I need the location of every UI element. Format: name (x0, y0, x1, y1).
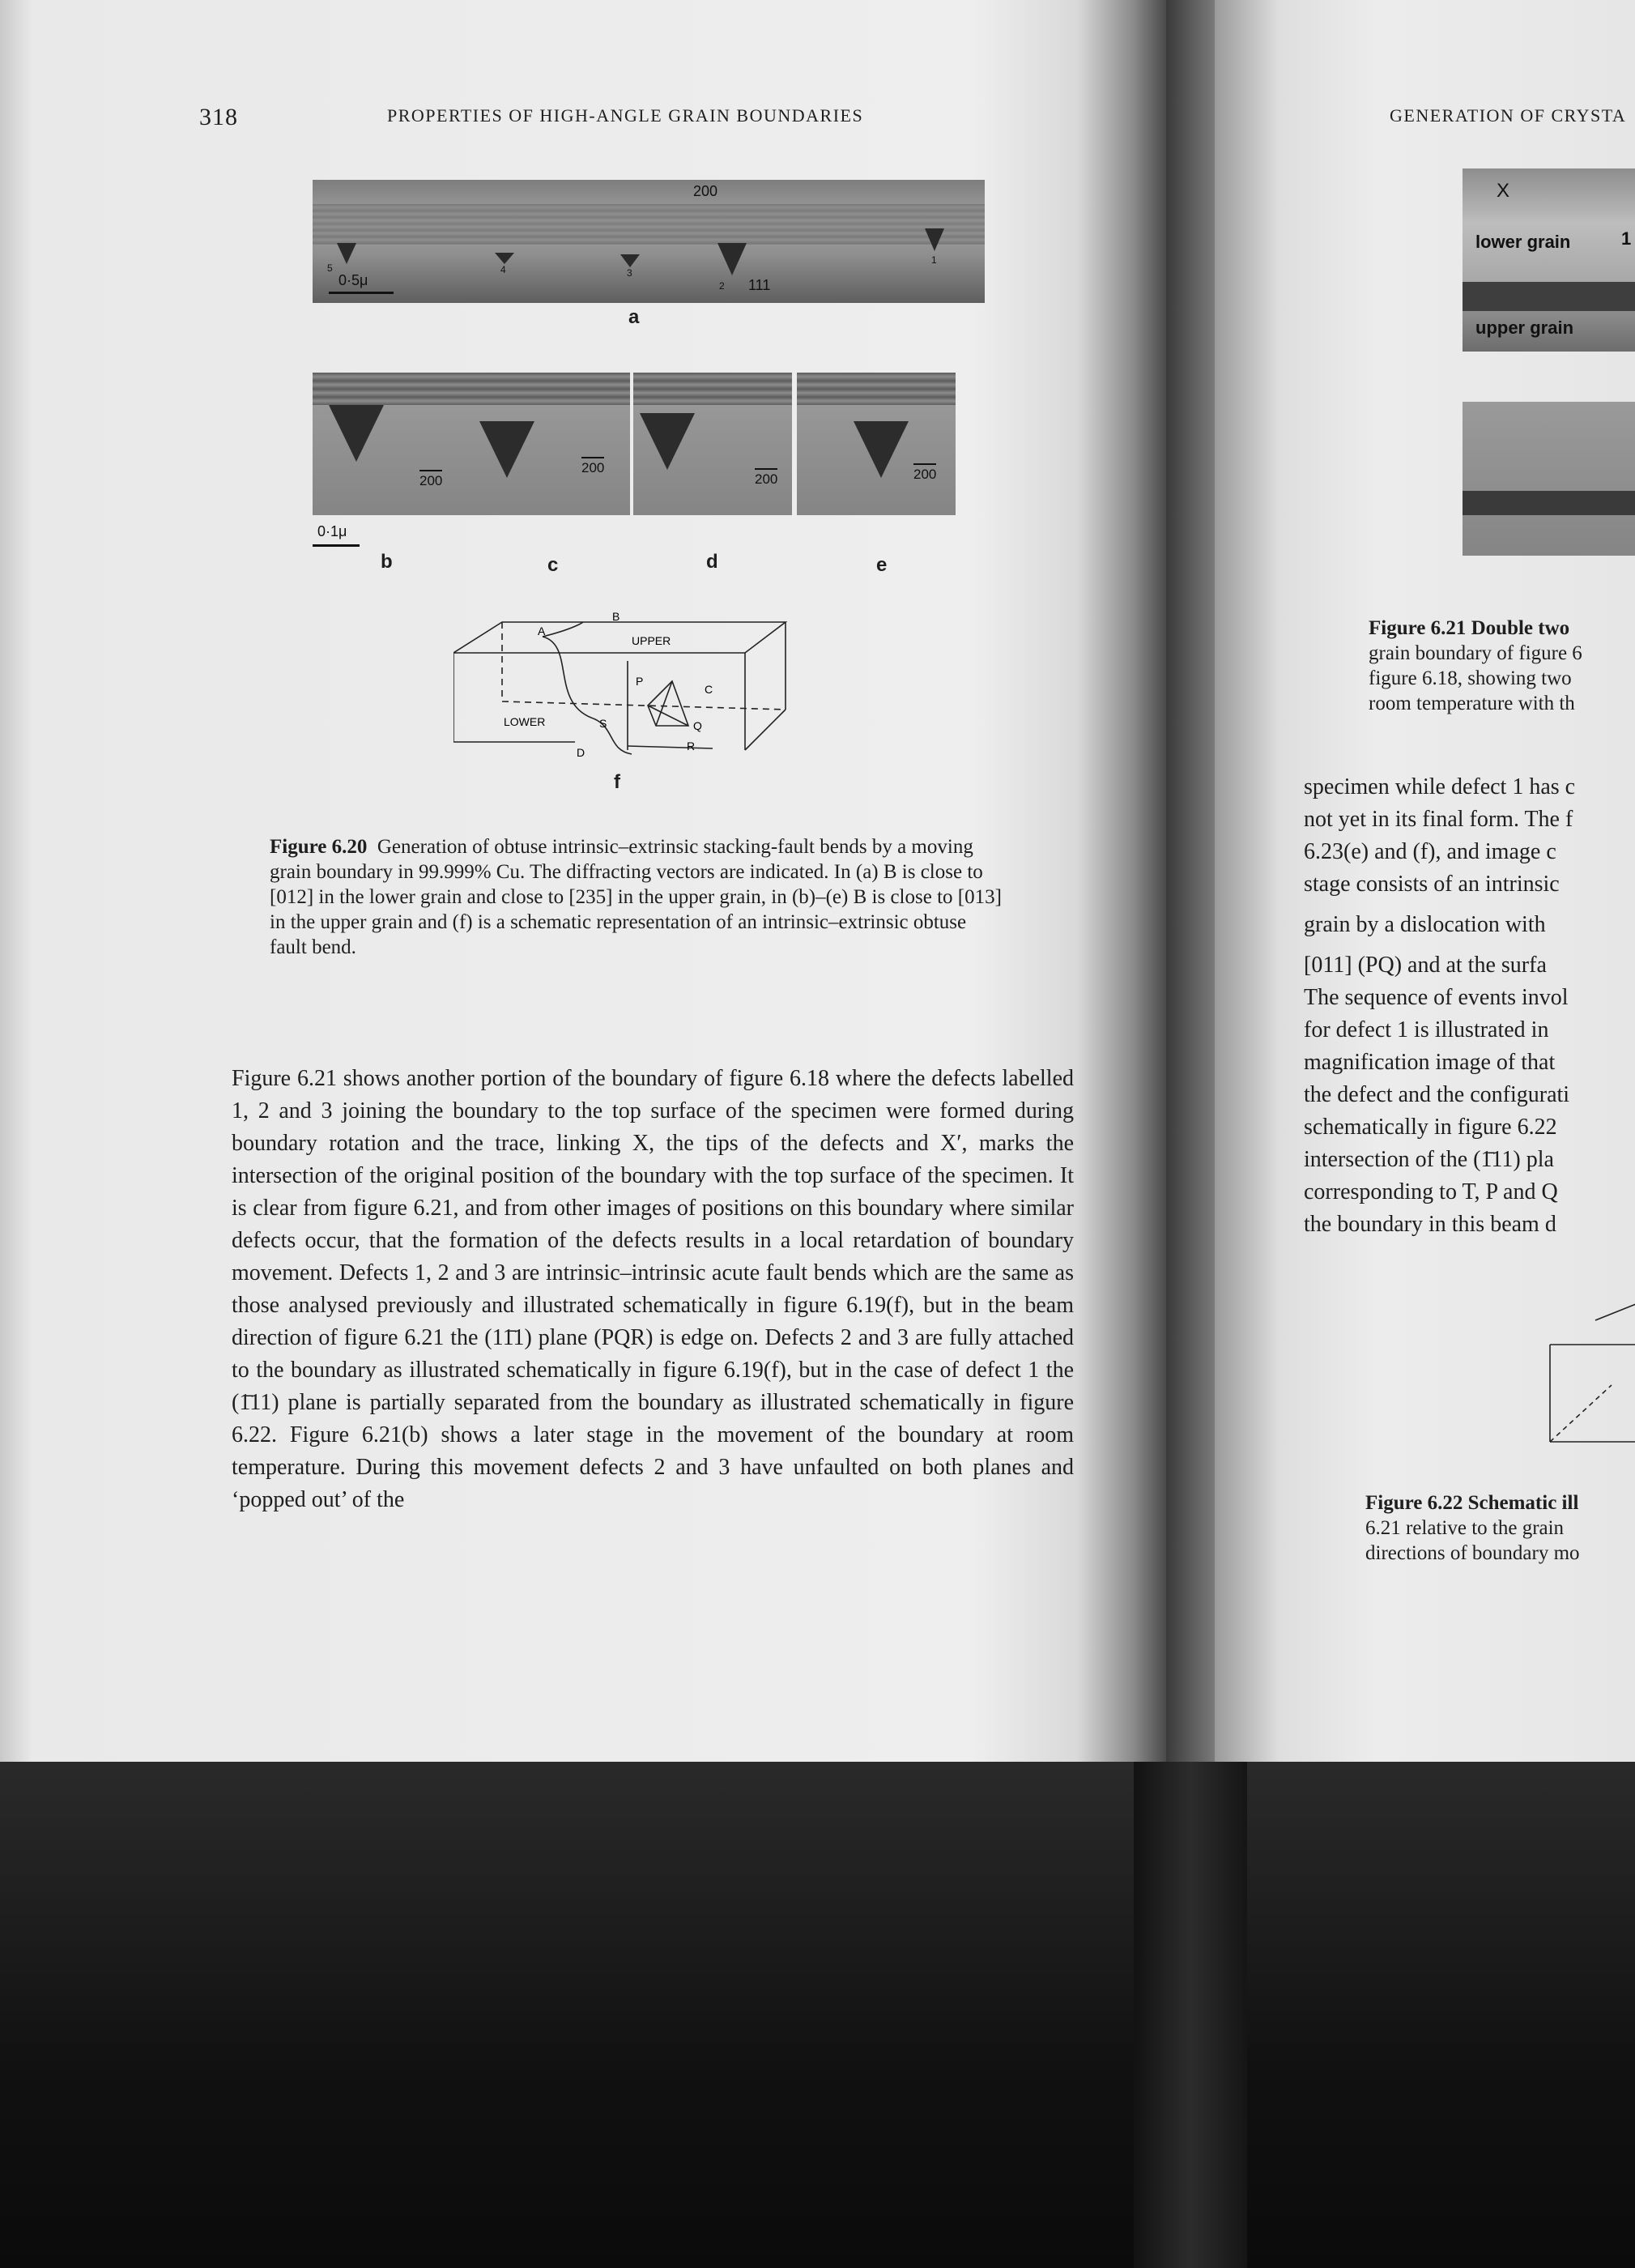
text-line: the defect and the configurati (1304, 1082, 1570, 1107)
point-label: B (612, 612, 620, 623)
vector-label: 200 (693, 183, 718, 199)
scale-bar (313, 544, 360, 547)
text-line: [011] (PQ) and at the surfa (1304, 953, 1547, 978)
vector-label: 200 (913, 467, 937, 482)
micrograph-figure-6-21a (1463, 168, 1635, 352)
fault-bend (479, 421, 534, 478)
text-line: specimen while defect 1 has c (1304, 774, 1576, 799)
figure-6-22-schematic (1547, 1296, 1635, 1458)
text-line: schematically in figure 6.22 (1304, 1115, 1557, 1140)
text-line: grain by a dislocation with (1304, 912, 1546, 937)
caption-text: Generation of obtuse intrinsic–extrinsic stacking-fault bends by a moving grain boundary in 99.999% Cu. The diffracting vectors are indicated. In (a) B is close to [012] in the lower grain and close to [235] in the upper grain, in (b)–(e) B is close to [013] in the upper grain and (f) is a schematic representation of an intrinsic–extrinsic obtuse fault bend. (270, 836, 1002, 958)
upper-label: UPPER (632, 634, 671, 647)
text-line: the boundary in this beam d (1304, 1212, 1556, 1237)
figure-6-21-caption (1369, 616, 1635, 716)
text-line: 6.23(e) and (f), and image c (1304, 839, 1556, 864)
panel-label-d: d (706, 551, 718, 573)
fault-bend (854, 421, 909, 478)
figure-6-22-caption (1365, 1490, 1635, 1566)
lower-label: LOWER (504, 715, 546, 728)
running-head: PROPERTIES OF HIGH-ANGLE GRAIN BOUNDARIES (387, 105, 864, 126)
defect-number: 1 (1621, 228, 1632, 249)
fringe-stripes (471, 373, 630, 405)
upper-grain-label: upper grain (1475, 318, 1574, 338)
defect-marker (495, 253, 514, 264)
body-paragraph: Figure 6.21 shows another portion of the boundary of figure 6.18 where the defects labelled 1, 2 and 3 joining the boundary to the top surface of the specimen were formed during boundary rotation and the trace, linking X, the tips of the defects and X′, marks the intersection of the original position of the boundary with the top surface of the specimen. It is clear from figure 6.21, and from other images of positions on this boundary where similar defects occur, that the formation of the defects results in a local retardation of boundary movement. Defects 1, 2 and 3 are intrinsic–intrinsic acute fault bends which are the same as those analysed previously and illustrated schematically in figure 6.19(f), but in the beam direction of figure 6.21 the (11̄1) plane (PQR) is edge on. Defects 2 and 3 are fully attached to the boundary as illustrated schematically in figure 6.19(f), but in the case of defect 1 the (1̄11) plane is partially separated from the boundary as illustrated schematically in figure 6.22. Figure 6.21(b) shows a later stage in the movement of the boundary at room temperature. During this movement defects 2 and 3 have unfaulted on both planes and ‘popped out’ of the (232, 1066, 1074, 1512)
panel-label-e: e (876, 554, 888, 576)
micrograph-panel-e (797, 373, 956, 515)
text-line: for defect 1 is illustrated in (1304, 1017, 1549, 1042)
caption-label: Figure 6.20 (270, 836, 368, 858)
point-label: P (636, 675, 644, 688)
vector-label: 200 (419, 473, 443, 488)
text-line: magnification image of that (1304, 1050, 1556, 1075)
grain-boundary-band (313, 204, 985, 245)
caption-line: grain boundary of figure 6 (1369, 642, 1582, 664)
micrograph-panel-a (313, 180, 985, 303)
point-label: R (687, 740, 696, 752)
x-label: X (1497, 180, 1510, 202)
fringe-stripes (313, 373, 471, 405)
defect-marker (620, 254, 640, 267)
defect-marker (717, 243, 747, 275)
defect-marker (925, 228, 944, 251)
defect-number: 1 (931, 254, 937, 266)
caption-line: directions of boundary mo (1365, 1542, 1580, 1564)
panel-label-c: c (547, 554, 559, 576)
caption-line: Figure 6.22 Schematic ill (1365, 1492, 1579, 1514)
fringe-stripes (797, 373, 956, 405)
panel-label-b: b (381, 551, 393, 573)
fringe-stripes (633, 373, 792, 405)
point-label: S (599, 717, 607, 730)
vector-label: 200 (755, 471, 778, 487)
boundary-band (1463, 282, 1635, 311)
caption-line: Figure 6.21 Double two (1369, 617, 1570, 639)
fault-bend (640, 413, 695, 470)
scale-bar (329, 292, 394, 294)
vector-label: 200 (581, 460, 605, 475)
defect-number: 4 (500, 264, 506, 275)
panel-label-f: f (614, 771, 620, 793)
micrograph-panel-b (313, 373, 471, 515)
point-label: Q (693, 719, 702, 732)
page-number: 318 (199, 104, 238, 130)
text-line: not yet in its final form. The f (1304, 807, 1573, 832)
caption-line: figure 6.18, showing two (1369, 667, 1572, 689)
caption-line: 6.21 relative to the grain (1365, 1517, 1565, 1539)
text-line: intersection of the (1̄11) pla (1304, 1147, 1554, 1172)
book-gutter (1166, 0, 1215, 1762)
caption-line: room temperature with th (1369, 693, 1575, 714)
micrograph-panel-d (633, 373, 792, 515)
right-body-text (1304, 771, 1635, 1241)
defect-marker (337, 243, 356, 264)
panel-label-a: a (628, 306, 640, 328)
micrograph-panel-c (471, 373, 630, 515)
figure-caption (270, 834, 1007, 960)
lower-grain-label: lower grain (1475, 232, 1571, 252)
schematic-diagram (453, 612, 794, 766)
fault-bend (329, 405, 384, 462)
text-line: stage consists of an intrinsic (1304, 872, 1560, 897)
point-label: D (577, 746, 585, 759)
text-line: corresponding to T, P and Q (1304, 1179, 1558, 1204)
point-label: C (705, 683, 713, 696)
defect-number: 3 (627, 267, 632, 279)
scale-label: 0·5μ (338, 272, 368, 288)
boundary-band (1463, 491, 1635, 515)
defect-number: 2 (719, 280, 725, 292)
book-fold-shadow (1134, 1762, 1247, 2268)
text-line: The sequence of events invol (1304, 985, 1569, 1010)
point-label: A (538, 625, 546, 637)
defect-number: 5 (327, 262, 333, 274)
scale-label: 0·1μ (317, 523, 347, 539)
dark-background (0, 1762, 1635, 2268)
running-head-right: GENERATION OF CRYSTA (1390, 105, 1627, 126)
micrograph-figure-6-21b (1463, 402, 1635, 556)
vector-label: 111 (748, 277, 771, 293)
